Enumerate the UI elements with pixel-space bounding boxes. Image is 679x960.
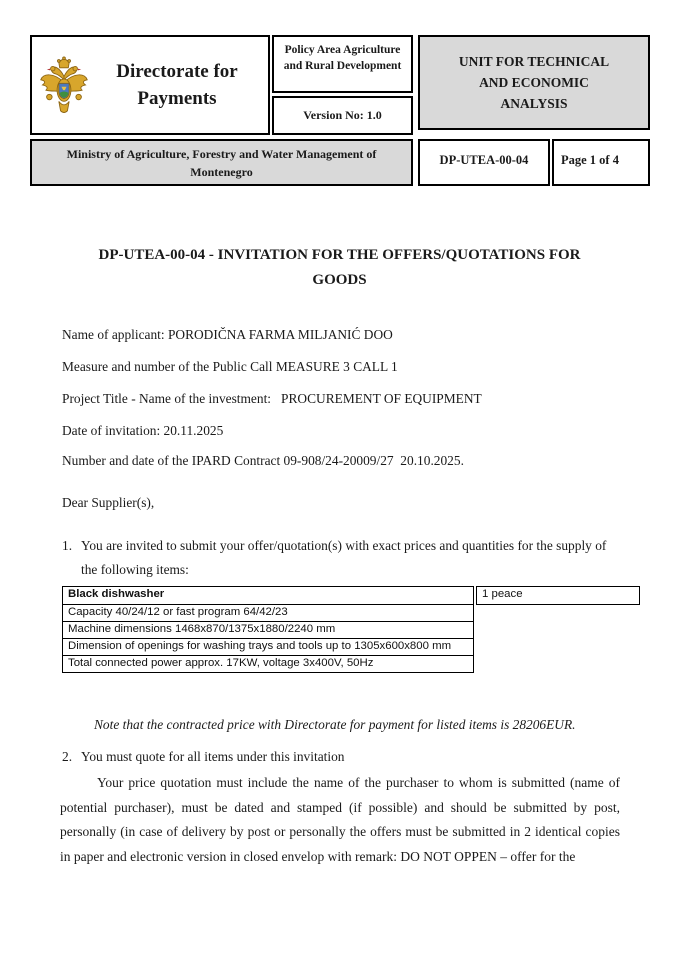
page-number-cell: Page 1 of 4 xyxy=(552,139,650,186)
directorate-title: Directorate for Payments xyxy=(116,61,238,109)
list-item-1-text: You are invited to submit your offer/quotation(s) with exact prices and quantities for the supply of the following items: xyxy=(81,538,607,577)
doc-code-cell: DP-UTEA-00-04 xyxy=(418,139,550,186)
field-invitation-date: Date of invitation: 20.11.2025 xyxy=(62,423,224,438)
document-title-line2: GOODS xyxy=(312,272,367,288)
list-item-2 xyxy=(62,745,620,769)
montenegro-coat-of-arms-icon xyxy=(38,54,90,116)
document-title-line1: DP-UTEA-00-04 - INVITATION FOR THE OFFERS/QUOTATIONS FOR xyxy=(98,247,581,263)
ministry-cell: Ministry of Agriculture, Forestry and Water Management of Montenegro xyxy=(30,139,413,186)
closing-paragraph: Your price quotation must include the name of the purchaser to whom is submitted (name of potential purchaser), must be dated and stamped (if possible) and should be submitted by post, personally (in case of delivery by post or personally the offers must be submitted in 2 identical copies in paper and electronic version in closed envelop with remark: DO NOT OPPEN – offer for the xyxy=(60,775,620,864)
spec-row-openings: Dimension of openings for washing trays and tools up to 1305x600x800 mm xyxy=(62,639,474,656)
field-project-title: Project Title - Name of the investment: PROCUREMENT OF EQUIPMENT xyxy=(62,391,482,406)
version-cell: Version No: 1.0 xyxy=(272,96,413,135)
list-item-1-number: 1. xyxy=(62,538,73,553)
unit-title-cell: UNIT FOR TECHNICAL AND ECONOMIC ANALYSIS xyxy=(418,35,650,130)
spec-row-capacity: Capacity 40/24/12 or fast program 64/42/23 xyxy=(62,605,474,622)
list-item-2-number: 2. xyxy=(62,749,73,764)
document-title xyxy=(0,243,679,293)
quantity-cell: 1 peace xyxy=(476,586,640,605)
items-table xyxy=(62,586,640,673)
logo-container xyxy=(32,54,96,116)
document-header xyxy=(30,35,650,186)
list-item-2-text: You must quote for all items under this invitation xyxy=(81,749,345,764)
field-applicant: Name of applicant: PORODIČNA FARMA MILJANIĆ DOO xyxy=(62,327,393,342)
policy-area-cell: Policy Area Agriculture and Rural Development xyxy=(272,35,413,93)
header-directorate-cell xyxy=(30,35,270,135)
price-note: Note that the contracted price with Directorate for payment for listed items is 28206EUR. xyxy=(94,717,576,732)
field-measure-call: Measure and number of the Public Call MEASURE 3 CALL 1 xyxy=(62,359,398,374)
list-item-1 xyxy=(62,534,620,582)
spec-row-power: Total connected power approx. 17KW, voltage 3x400V, 50Hz xyxy=(62,656,474,673)
product-name-cell: Black dishwasher xyxy=(62,586,474,605)
field-ipard-contract: Number and date of the IPARD Contract 09-908/24-20009/27 20.10.2025. xyxy=(62,453,464,468)
salutation: Dear Supplier(s), xyxy=(62,495,155,510)
table-row-product xyxy=(62,586,640,605)
spec-row-dimensions: Machine dimensions 1468x870/1375x1880/2240 mm xyxy=(62,622,474,639)
